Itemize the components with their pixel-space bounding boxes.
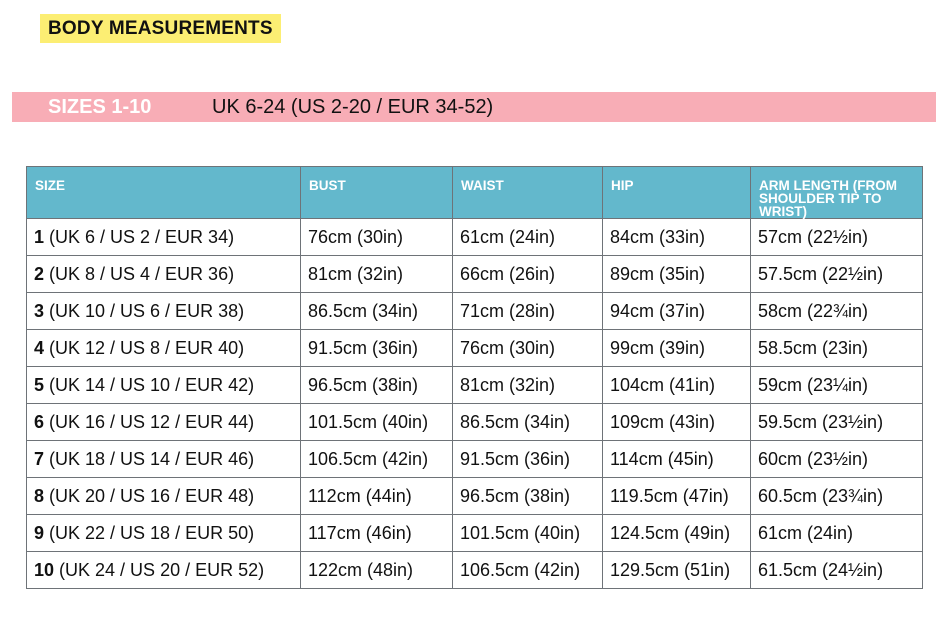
cell-waist: 86.5cm (34in) <box>453 404 603 441</box>
cell-waist: 106.5cm (42in) <box>453 552 603 589</box>
header-arm-length: ARM LENGTH (FROM SHOULDER TIP TO WRIST) <box>751 167 923 219</box>
cell-arm: 59.5cm (23½in) <box>751 404 923 441</box>
table-row <box>27 367 923 404</box>
cell-hip: 114cm (45in) <box>603 441 751 478</box>
table-body <box>27 219 923 589</box>
cell-arm: 57cm (22½in) <box>751 219 923 256</box>
size-conversion: (UK 10 / US 6 / EUR 38) <box>44 300 245 321</box>
size-conversion: (UK 16 / US 12 / EUR 44) <box>44 411 255 432</box>
cell-waist: 66cm (26in) <box>453 256 603 293</box>
cell-waist: 81cm (32in) <box>453 367 603 404</box>
table-row <box>27 330 923 367</box>
table-row <box>27 441 923 478</box>
size-number: 1 <box>34 226 45 247</box>
cell-size <box>27 256 301 293</box>
cell-arm: 57.5cm (22½in) <box>751 256 923 293</box>
table-row <box>27 219 923 256</box>
cell-hip: 89cm (35in) <box>603 256 751 293</box>
size-number: 9 <box>34 522 45 543</box>
cell-hip: 119.5cm (47in) <box>603 478 751 515</box>
table-row <box>27 293 923 330</box>
size-number: 6 <box>34 411 45 432</box>
table-header-row <box>27 167 923 219</box>
size-conversion-label: UK 6-24 (US 2-20 / EUR 34-52) <box>212 96 494 118</box>
header-bust: BUST <box>301 167 453 219</box>
cell-arm: 60.5cm (23¾in) <box>751 478 923 515</box>
cell-waist: 76cm (30in) <box>453 330 603 367</box>
page-title: BODY MEASUREMENTS <box>40 14 281 43</box>
cell-hip: 104cm (41in) <box>603 367 751 404</box>
cell-bust: 112cm (44in) <box>301 478 453 515</box>
cell-size <box>27 515 301 552</box>
cell-size <box>27 330 301 367</box>
table-row <box>27 515 923 552</box>
size-number: 3 <box>34 300 45 321</box>
table-row <box>27 478 923 515</box>
cell-size <box>27 367 301 404</box>
size-range-band <box>12 92 936 122</box>
cell-hip: 129.5cm (51in) <box>603 552 751 589</box>
cell-size <box>27 552 301 589</box>
size-conversion: (UK 20 / US 16 / EUR 48) <box>44 485 255 506</box>
cell-arm: 58cm (22¾in) <box>751 293 923 330</box>
cell-hip: 124.5cm (49in) <box>603 515 751 552</box>
cell-size <box>27 441 301 478</box>
size-conversion: (UK 22 / US 18 / EUR 50) <box>44 522 255 543</box>
table-row <box>27 256 923 293</box>
cell-bust: 86.5cm (34in) <box>301 293 453 330</box>
cell-arm: 59cm (23¼in) <box>751 367 923 404</box>
size-conversion: (UK 6 / US 2 / EUR 34) <box>44 226 235 247</box>
size-number: 7 <box>34 448 45 469</box>
cell-waist: 91.5cm (36in) <box>453 441 603 478</box>
cell-size <box>27 478 301 515</box>
cell-bust: 96.5cm (38in) <box>301 367 453 404</box>
cell-arm: 58.5cm (23in) <box>751 330 923 367</box>
header-size: SIZE <box>27 167 301 219</box>
cell-size <box>27 404 301 441</box>
cell-waist: 96.5cm (38in) <box>453 478 603 515</box>
size-number: 4 <box>34 337 45 358</box>
table-row <box>27 552 923 589</box>
cell-size <box>27 219 301 256</box>
header-hip: HIP <box>603 167 751 219</box>
size-conversion: (UK 14 / US 10 / EUR 42) <box>44 374 255 395</box>
size-conversion: (UK 24 / US 20 / EUR 52) <box>54 559 265 580</box>
cell-size <box>27 293 301 330</box>
size-conversion: (UK 12 / US 8 / EUR 40) <box>44 337 245 358</box>
cell-bust: 91.5cm (36in) <box>301 330 453 367</box>
cell-bust: 106.5cm (42in) <box>301 441 453 478</box>
size-number: 5 <box>34 374 45 395</box>
cell-bust: 122cm (48in) <box>301 552 453 589</box>
measurements-table <box>26 166 923 589</box>
cell-hip: 84cm (33in) <box>603 219 751 256</box>
size-conversion: (UK 8 / US 4 / EUR 36) <box>44 263 235 284</box>
cell-waist: 61cm (24in) <box>453 219 603 256</box>
table-row <box>27 404 923 441</box>
cell-waist: 71cm (28in) <box>453 293 603 330</box>
cell-arm: 61cm (24in) <box>751 515 923 552</box>
cell-bust: 81cm (32in) <box>301 256 453 293</box>
cell-bust: 76cm (30in) <box>301 219 453 256</box>
size-range-label: SIZES 1-10 <box>48 96 152 118</box>
cell-hip: 99cm (39in) <box>603 330 751 367</box>
cell-hip: 94cm (37in) <box>603 293 751 330</box>
cell-bust: 117cm (46in) <box>301 515 453 552</box>
size-number: 8 <box>34 485 45 506</box>
cell-hip: 109cm (43in) <box>603 404 751 441</box>
cell-waist: 101.5cm (40in) <box>453 515 603 552</box>
size-number: 10 <box>34 559 55 580</box>
size-number: 2 <box>34 263 45 284</box>
header-waist: WAIST <box>453 167 603 219</box>
cell-bust: 101.5cm (40in) <box>301 404 453 441</box>
cell-arm: 60cm (23½in) <box>751 441 923 478</box>
cell-arm: 61.5cm (24½in) <box>751 552 923 589</box>
size-conversion: (UK 18 / US 14 / EUR 46) <box>44 448 255 469</box>
